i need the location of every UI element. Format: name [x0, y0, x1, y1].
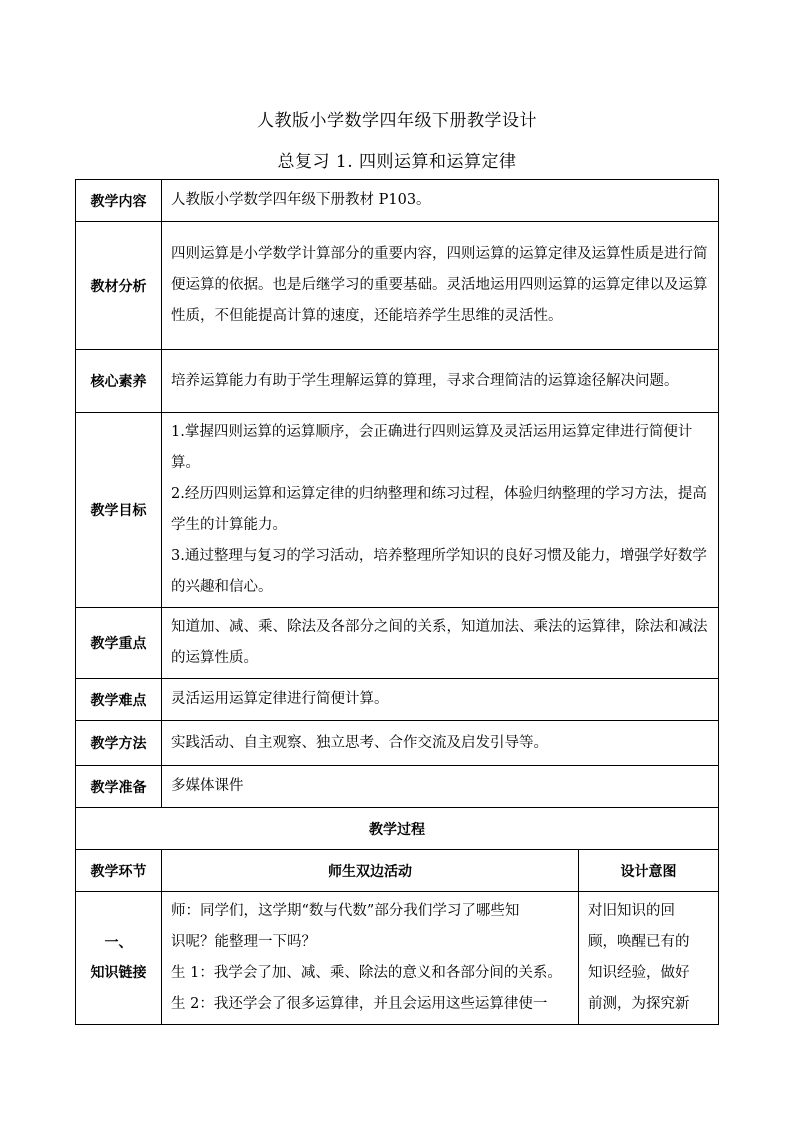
row-process-columns: [76, 850, 719, 892]
stage-1-activity: [162, 892, 579, 1025]
goal-item-1: 1.掌握四则运算的运算顺序，会正确进行四则运算及灵活运用运算定律进行简便计算。: [171, 424, 693, 471]
intent-line: 知识经验，做好: [588, 965, 690, 981]
value-difficulty: 灵活运用运算定律进行简便计算。: [162, 679, 719, 721]
header-stage: 教学环节: [76, 850, 162, 892]
intent-line: 前测，为探究新: [588, 996, 690, 1012]
activity-line: 生 2：我还学会了很多运算律，并且会运用这些运算律使一: [171, 996, 548, 1012]
process-heading: 教学过程: [76, 808, 719, 850]
intent-line: 对旧知识的回: [588, 903, 675, 919]
label-difficulty: 教学难点: [76, 679, 162, 721]
value-method: 实践活动、自主观察、独立思考、合作交流及启发引导等。: [162, 721, 719, 766]
label-core-literacy: 核心素养: [76, 350, 162, 413]
value-teaching-goals: [162, 413, 719, 608]
label-teaching-goals: 教学目标: [76, 413, 162, 608]
stage-1-intent: [579, 892, 719, 1025]
row-difficulty: [76, 679, 719, 721]
row-teaching-content: [76, 180, 719, 222]
activity-line: 师：同学们，这学期“数与代数”部分我们学习了哪些知: [171, 903, 520, 919]
row-stage-1: [76, 892, 719, 1025]
goal-item-2: 2.经历四则运算和运算定律的归纳整理和练习过程，体验归纳整理的学习方法，提高学生的计算能力。: [171, 486, 707, 533]
row-preparation: [76, 766, 719, 808]
activity-line: 生 1：我学会了加、减、乘、除法的意义和各部分间的关系。: [171, 965, 562, 981]
label-preparation: 教学准备: [76, 766, 162, 808]
row-teaching-goals: [76, 413, 719, 608]
stage-1-number: 一、: [104, 935, 133, 951]
document-title: 人教版小学数学四年级下册教学设计: [257, 111, 537, 131]
stage-1-label: [76, 892, 162, 1025]
label-material-analysis: 教材分析: [76, 222, 162, 350]
value-core-literacy: 培养运算能力有助于学生理解运算的算理，寻求合理简洁的运算途径解决问题。: [162, 350, 719, 413]
intent-line: 顾，唤醒已有的: [588, 934, 690, 950]
goal-item-3: 3.通过整理与复习的学习活动，培养整理所学知识的良好习惯及能力，增强学好数学的兴趣和信心。: [171, 548, 707, 595]
row-process-heading: [76, 808, 719, 850]
lesson-plan-table: [75, 179, 719, 1025]
value-teaching-content: 人教版小学数学四年级下册教材 P103。: [162, 180, 719, 222]
activity-line: 识呢？能整理一下吗？: [171, 934, 316, 950]
label-method: 教学方法: [76, 721, 162, 766]
label-teaching-content: 教学内容: [76, 180, 162, 222]
row-core-literacy: [76, 350, 719, 413]
document-subtitle: 总复习 1. 四则运算和运算定律: [277, 152, 517, 172]
label-key-points: 教学重点: [76, 608, 162, 679]
row-material-analysis: [76, 222, 719, 350]
row-method: [76, 721, 719, 766]
row-key-points: [76, 608, 719, 679]
value-preparation: 多媒体课件: [162, 766, 719, 808]
value-key-points: 知道加、减、乘、除法及各部分之间的关系，知道加法、乘法的运算律，除法和减法的运算性质。: [162, 608, 719, 679]
value-material-analysis: 四则运算是小学数学计算部分的重要内容，四则运算的运算定律及运算性质是进行简便运算的依据。也是后继学习的重要基础。灵活地运用四则运算的运算定律以及运算性质，不但能提高计算的速度，还能培养学生思维的灵活性。: [162, 222, 719, 350]
header-activity: 师生双边活动: [162, 850, 579, 892]
stage-1-name: 知识链接: [90, 965, 147, 981]
header-intent: 设计意图: [579, 850, 719, 892]
